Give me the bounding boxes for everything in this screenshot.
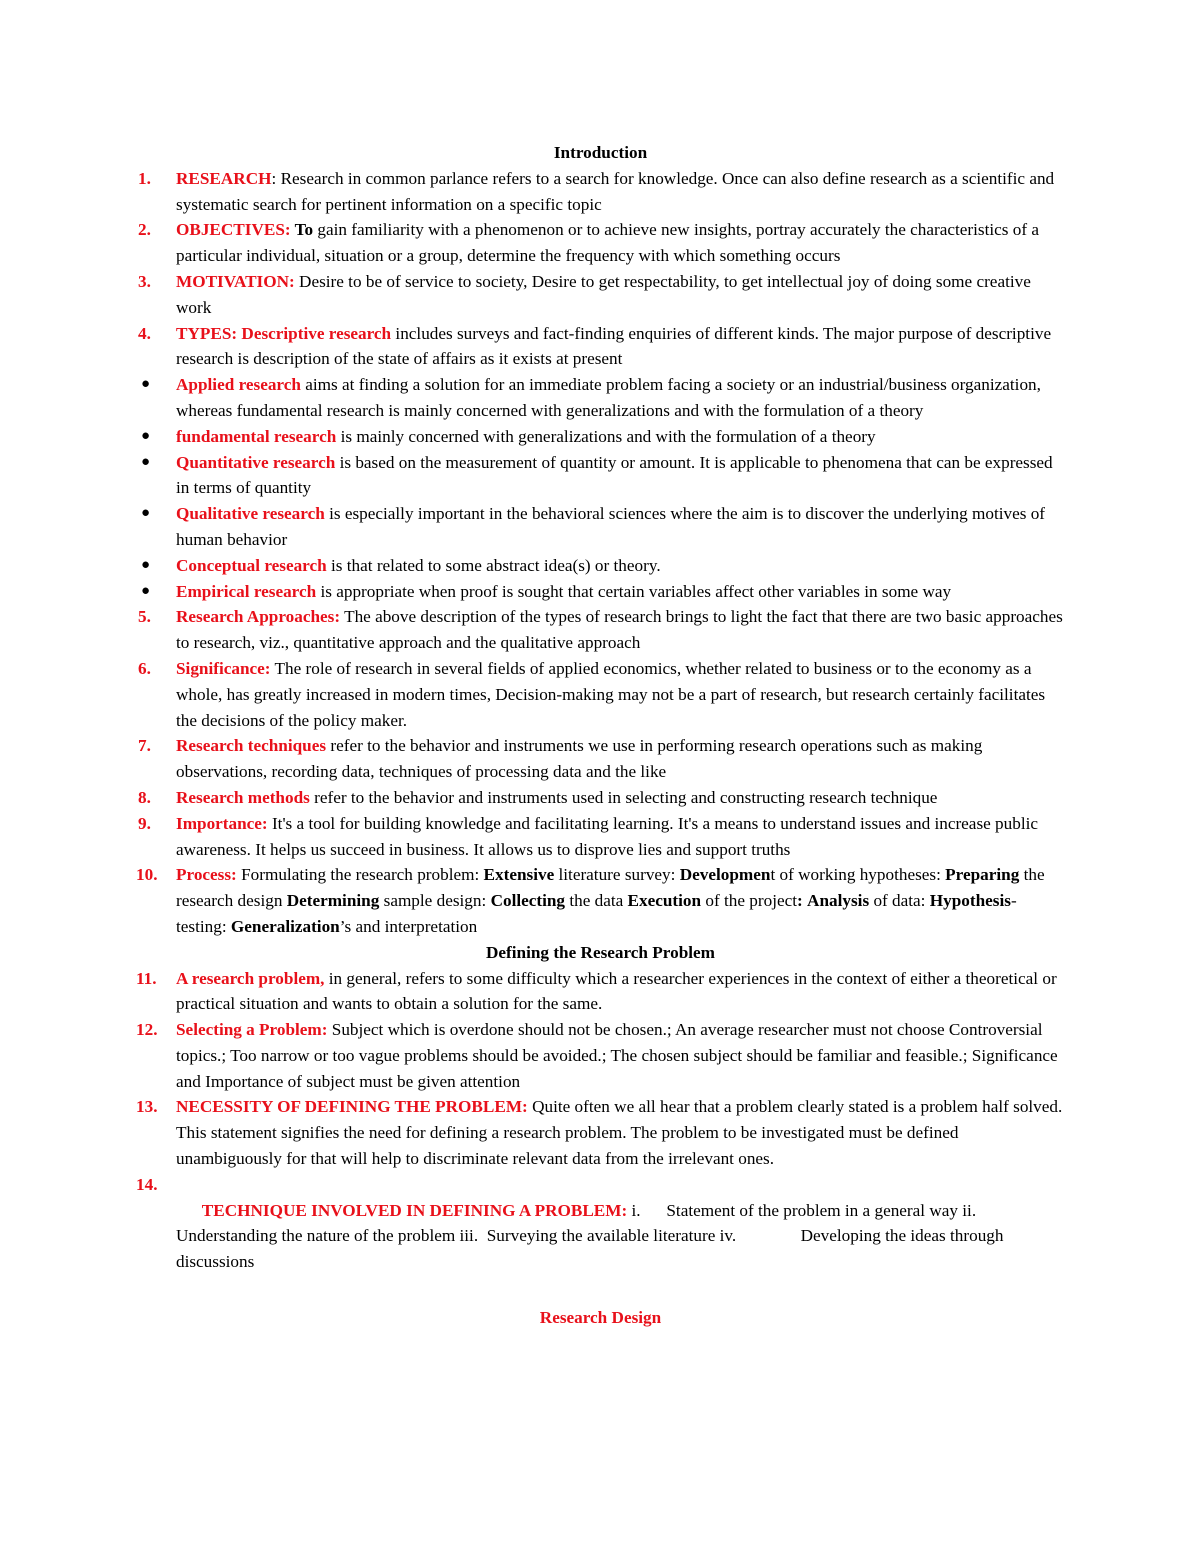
item-text: gain familiarity with a phenomenon or to achieve new insights, portray accurately the characteristics of a particular individual, situation or a group, determine the frequency with which something occurs (176, 220, 1039, 266)
item-label: Selecting a Problem: (176, 1020, 328, 1040)
section-title-introduction: Introduction (553, 143, 648, 162)
process-text: ’s and interpretation (339, 916, 478, 936)
item-label: A research problem, (176, 968, 325, 988)
bullet-icon: ● (141, 505, 151, 522)
item-number: 3. (138, 271, 151, 291)
list-item-1 (138, 166, 1063, 218)
list-item-11 (138, 966, 1063, 1018)
item-number: 6. (138, 658, 151, 678)
item-text: is that related to some abstract idea(s) or theory. (326, 555, 661, 575)
item-label: OBJECTIVES: (176, 220, 291, 240)
item-text: aims at finding a solution for an immediate problem facing a society or an industrial/business organization, whereas fundamental research is mainly concerned with generalizations and with the formulation of a theory (176, 375, 1041, 420)
list-item-5 (138, 604, 1063, 656)
process-step: Determining (286, 891, 380, 911)
item-text: is based on the measurement of quantity or amount. It is applicable to phenomena that can be expressed in terms of quantity (176, 452, 1053, 498)
item-number: 4. (138, 323, 151, 343)
item-label: TYPES: Descriptive research (176, 323, 392, 343)
list-item-9 (138, 811, 1063, 863)
process-text: Formulating the research problem: (236, 865, 484, 885)
item-label: Empirical research (176, 581, 317, 601)
list-item-10 (138, 862, 1063, 939)
list-item-12 (138, 1017, 1063, 1094)
item-text: in general, refers to some difficulty which a researcher experiences in the context of either a theoretical or practical situation and wants to obtain a solution for the same. (176, 968, 1057, 1014)
process-step: Collecting (490, 891, 566, 911)
process-step: Developmen (679, 865, 771, 885)
list-item-2 (138, 217, 1063, 269)
bullet-item-conceptual (138, 553, 1063, 579)
item-number: 7. (138, 736, 151, 756)
item-label: Research methods (176, 787, 310, 807)
process-text: the research design (176, 865, 1045, 911)
process-step: Generalization (230, 916, 340, 936)
section-title-research-design: Research Design (539, 1307, 662, 1327)
item-number: 1. (138, 168, 151, 188)
process-step: Hypothesis (929, 891, 1011, 911)
item-number: 5. (138, 607, 151, 627)
process-text: the data (565, 891, 628, 911)
bullet-item-fundamental (138, 424, 1063, 450)
item-label: Applied research (176, 375, 301, 395)
item-number: 12. (136, 1020, 158, 1040)
list-item-3 (138, 269, 1063, 321)
bullet-item-qualitative (138, 501, 1063, 553)
process-text: -testing: (176, 891, 1017, 936)
item-label: Qualitative research (176, 504, 325, 524)
process-step: Preparing (945, 865, 1020, 885)
item-text: i. Statement of the problem in a general way ii. Understanding the nature of the problem iii. Surveying the available literature iv. Developing the ideas through discussions (176, 1200, 1008, 1272)
item-text: refer to the behavior and instruments we use in performing research operations such as making observations, recording data, techniques of processing data and the like (176, 736, 983, 782)
item-text: The above description of the types of research brings to light the fact that there are two basic approaches to research, viz., quantitative approach and the qualitative approach (176, 607, 1063, 653)
item-label: RESEARCH (176, 168, 272, 188)
item-text: is appropriate when proof is sought that certain variables affect other variables in some way (316, 581, 952, 601)
item-number: 10. (136, 865, 158, 885)
item-number: 14. (136, 1174, 158, 1194)
list-item-6 (138, 656, 1063, 733)
item-label: NECESSITY OF DEFINING THE PROBLEM: (176, 1097, 528, 1117)
item-label: Research Approaches: (176, 607, 341, 627)
item-number: 2. (138, 220, 151, 240)
item-label: Quantitative research (176, 452, 336, 472)
item-number: 11. (136, 968, 157, 988)
process-text: sample design: (379, 891, 491, 911)
item-bold-word: To (290, 220, 314, 240)
item-text: is especially important in the behavioral sciences where the aim is to discover the underlying motives of human behavior (176, 504, 1046, 549)
list-item-4 (138, 321, 1063, 373)
item-label: TECHNIQUE INVOLVED IN DEFINING A PROBLEM: (201, 1200, 628, 1220)
item-text: It's a tool for building knowledge and facilitating learning. It's a means to understand issues and increase public awareness. It helps us succeed in business. It allows us to disprove lies and support truths (176, 813, 1039, 859)
list-item-13 (138, 1094, 1063, 1171)
process-colon: : (797, 891, 803, 911)
item-text: : Research in common parlance refers to a search for knowledge. Once can also define research as a scientific and systematic search for pertinent information on a specific topic (176, 168, 1055, 214)
item-text: Desire to be of service to society, Desire to get respectability, to get intellectual joy of doing some creative work (176, 271, 1031, 317)
item-text: Quite often we all hear that a problem clearly stated is a problem half solved. This statement signifies the need for defining a research problem. The problem to be investigated must be defined unambiguously for that will help to discriminate relevant data from the irrelevant ones. (176, 1097, 1063, 1169)
bullet-icon: ● (141, 376, 151, 393)
item-text: is mainly concerned with generalizations and with the formulation of a theory (336, 426, 876, 446)
list-item-8 (138, 785, 1063, 811)
process-text: of data: (869, 891, 930, 911)
process-text: literature survey: (554, 865, 680, 885)
bullet-icon: ● (141, 453, 151, 470)
item-label: Research techniques (176, 736, 327, 756)
bullet-icon: ● (141, 582, 151, 599)
document-body (138, 140, 1063, 1331)
list-item-7 (138, 733, 1063, 785)
bullet-icon: ● (141, 427, 151, 444)
bullet-item-applied (138, 372, 1063, 424)
process-text: t of working hypotheses: (770, 865, 946, 885)
item-number: 9. (138, 813, 151, 833)
bullet-icon: ● (141, 556, 151, 573)
item-text: Subject which is overdone should not be chosen.; An average researcher must not choose Controversial topics.; Too narrow or too vague problems should be avoided.; The chosen subject should be familiar and feasible.; Significance and Importance of subject must be given attention (176, 1020, 1058, 1091)
item-text: The role of research in several fields of applied economics, whether related to business or to the economy as a whole, has greatly increased in modern times, Decision-making may not be a part of research, but research certainly facilitates the decisions of the policy maker. (176, 658, 1046, 730)
item-label: Process: (176, 865, 237, 885)
process-text: of the project (701, 891, 798, 911)
item-label: fundamental research (176, 426, 337, 446)
item-number: 8. (138, 787, 151, 807)
item-label: Importance: (176, 813, 268, 833)
section-title-defining-problem: Defining the Research Problem (486, 942, 715, 962)
process-step: Extensive (483, 865, 555, 885)
process-step: Execution (627, 891, 702, 911)
bullet-item-quantitative (138, 450, 1063, 502)
process-step: Analysis (807, 891, 870, 911)
bullet-item-empirical (138, 579, 1063, 605)
item-label: Significance: (176, 658, 271, 678)
item-label: Conceptual research (176, 555, 327, 575)
item-number: 13. (136, 1097, 158, 1117)
list-item-14 (138, 1172, 1063, 1301)
item-text: refer to the behavior and instruments used in selecting and constructing research technique (309, 787, 938, 807)
item-text: includes surveys and fact-finding enquiries of different kinds. The major purpose of descriptive research is description of the state of affairs as it exists at present (176, 323, 1052, 369)
item-label: MOTIVATION: (176, 271, 295, 291)
